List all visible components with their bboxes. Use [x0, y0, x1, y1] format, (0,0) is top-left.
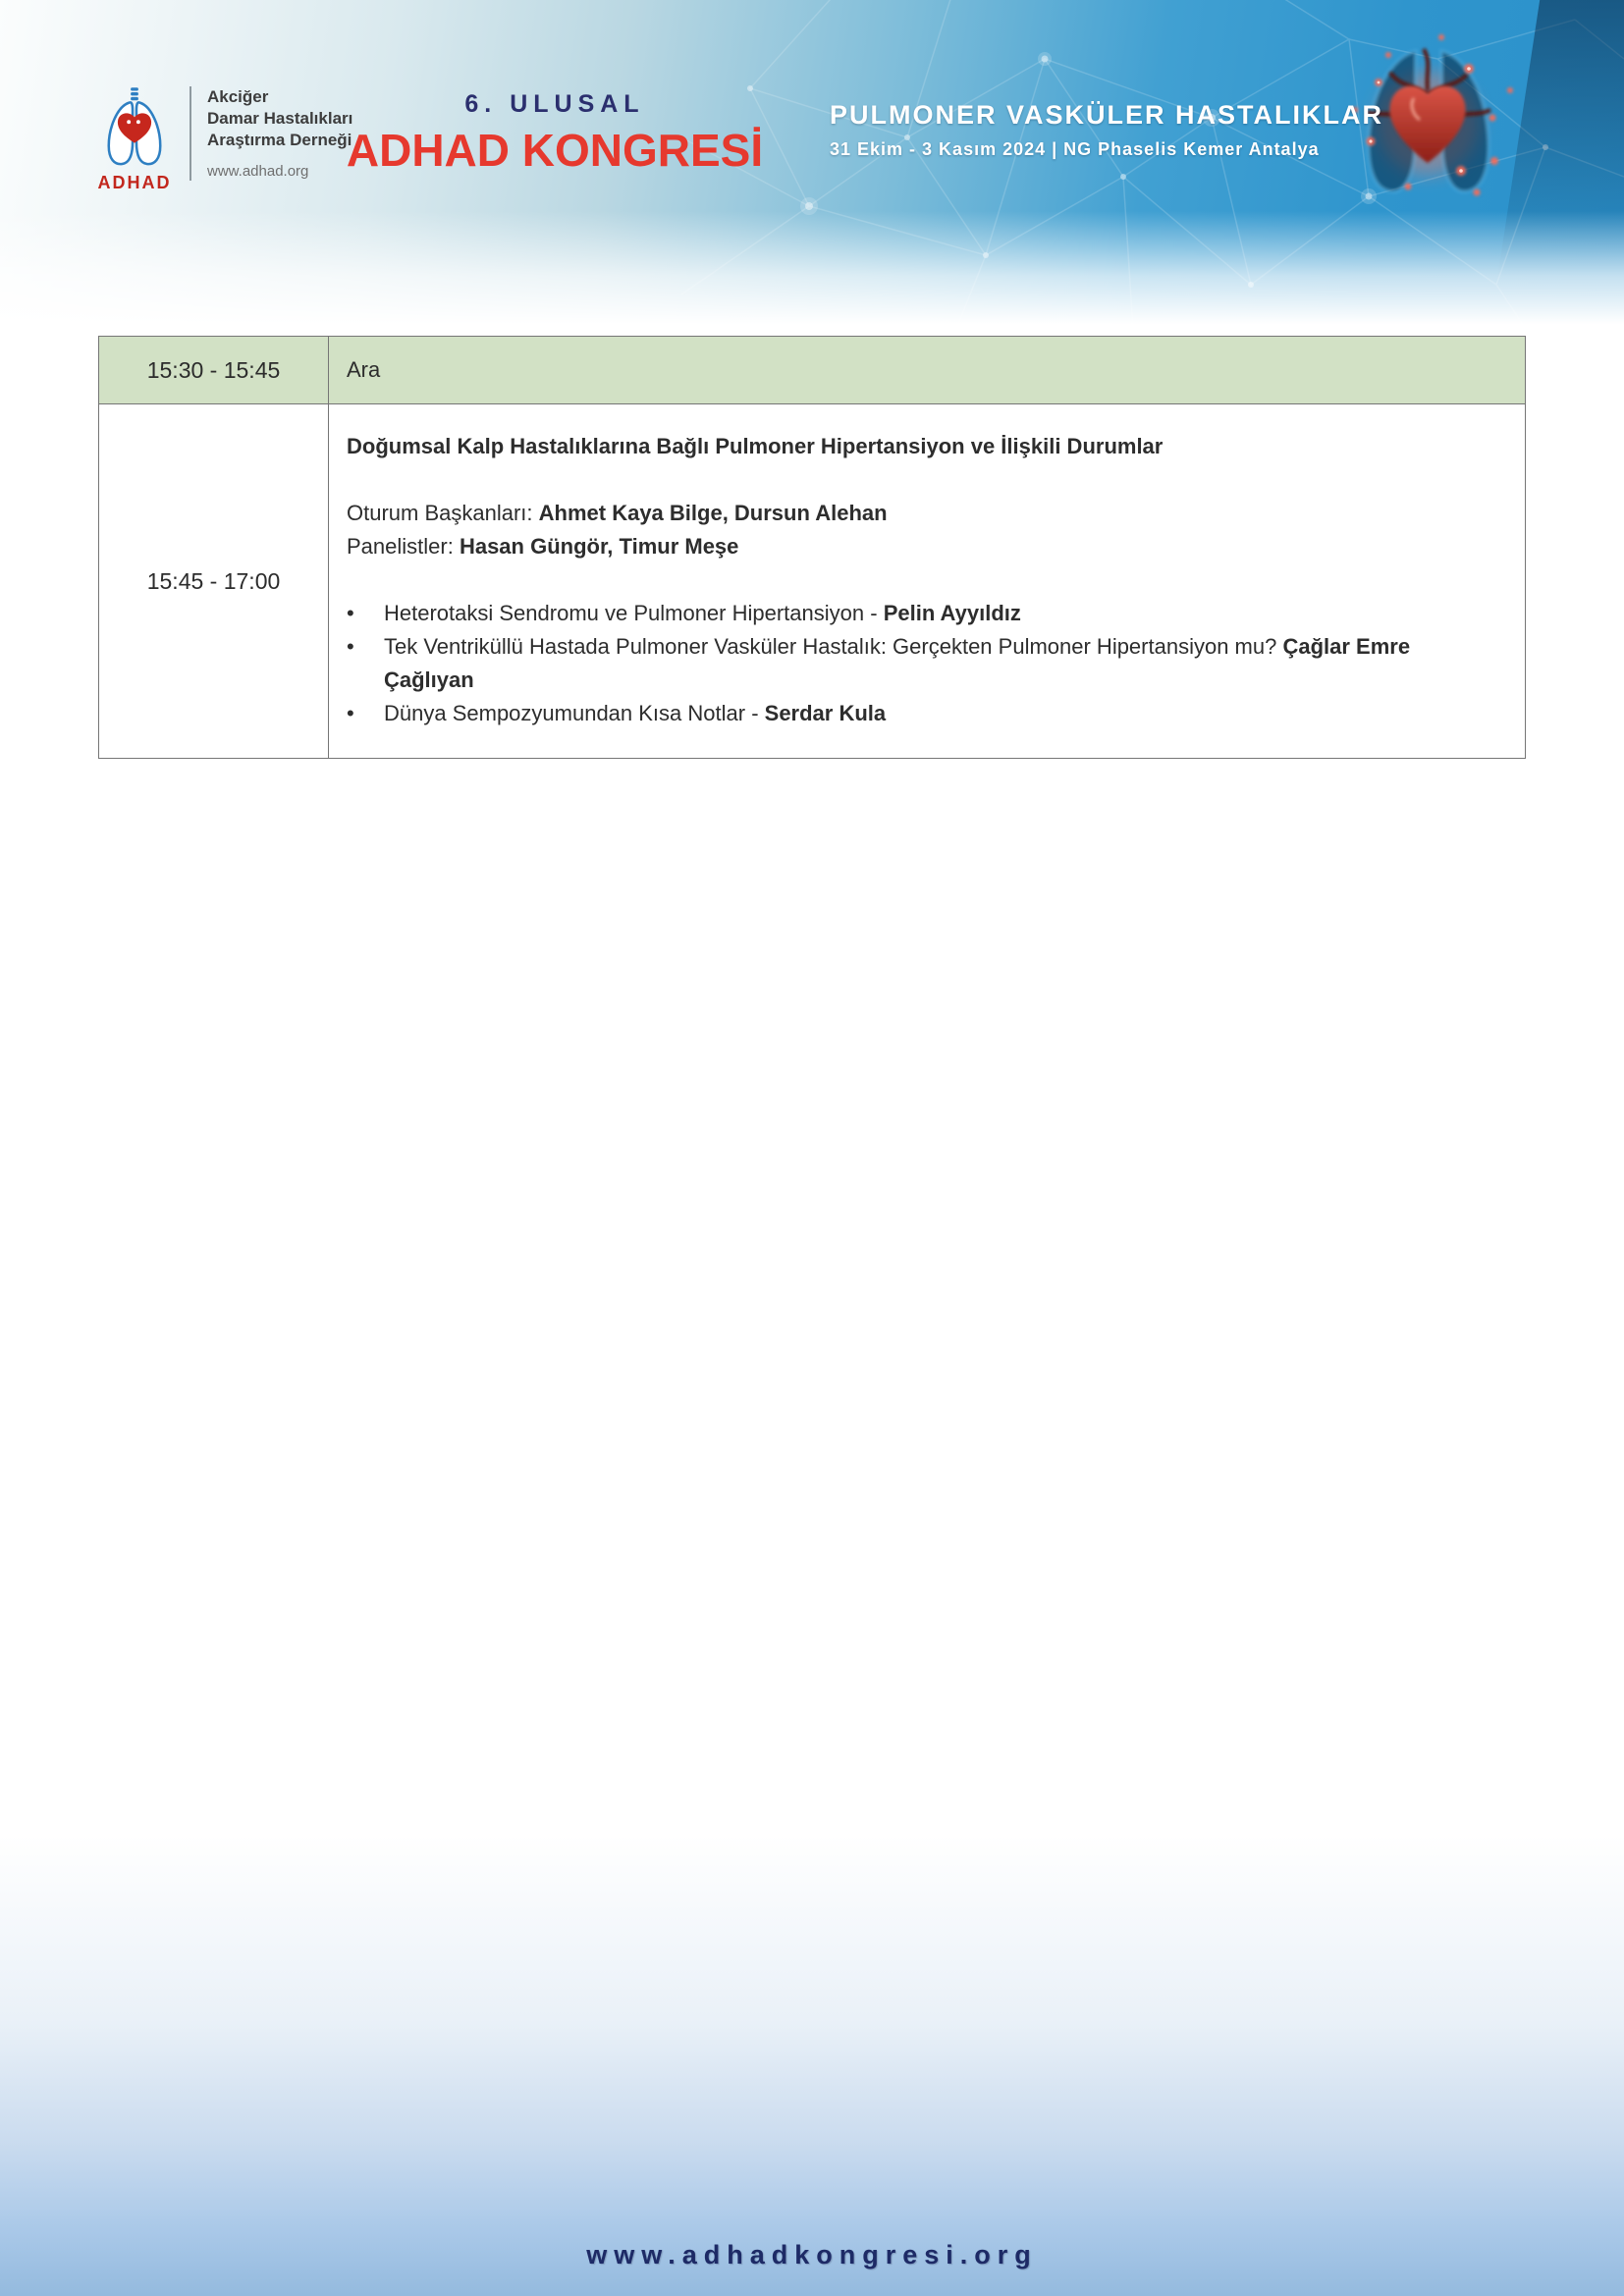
talk-item: [347, 697, 1505, 730]
talk-body: [384, 697, 886, 730]
talk-body: [384, 597, 1021, 630]
talk-item: [347, 597, 1505, 630]
logo-divider: [189, 86, 191, 181]
session-time: 15:45 - 17:00: [99, 404, 329, 759]
session-title: Doğumsal Kalp Hastalıklarına Bağlı Pulmoner Hipertansiyon ve İlişkili Durumlar: [347, 434, 1164, 458]
congress-title-block: [309, 90, 800, 177]
bullet-icon: •: [347, 601, 354, 625]
chairs-names: Ahmet Kaya Bilge, Dursun Alehan: [538, 501, 888, 525]
talk-item: [347, 630, 1505, 697]
theme-date-venue: 31 Ekim - 3 Kasım 2024 | NG Phaselis Kemer Antalya: [830, 139, 1320, 159]
chairs-label: Oturum Başkanları:: [347, 501, 539, 525]
schedule-table: [98, 336, 1526, 759]
adhad-logo: [93, 86, 176, 193]
org-name-line1: Akciğer: [207, 87, 269, 106]
talk-title: Heterotaksi Sendromu ve Pulmoner Hipertansiyon -: [384, 601, 884, 625]
panelists-names: Hasan Güngör, Timur Meşe: [459, 534, 739, 559]
header-bottom-fade: [0, 211, 1624, 329]
schedule-row-session: [99, 404, 1526, 759]
theme-title: PULMONER VASKÜLER HASTALIKLAR: [830, 100, 1383, 130]
talk-speaker: Serdar Kula: [764, 701, 887, 725]
congress-theme-block: [830, 100, 1383, 160]
talk-speaker: Çağlar Emre Çağlıyan: [384, 634, 1411, 692]
break-time: 15:30 - 15:45: [99, 337, 329, 404]
congress-website: www.adhadkongresi.org: [586, 2240, 1038, 2269]
talk-title: Dünya Sempozyumundan Kısa Notlar -: [384, 701, 765, 725]
logo-acronym: ADHAD: [97, 173, 172, 192]
session-panelists-line: [347, 530, 1505, 563]
session-chairs-line: [347, 497, 1505, 530]
break-label: Ara: [329, 337, 1526, 404]
session-content: [329, 404, 1526, 759]
panelists-label: Panelistler:: [347, 534, 460, 559]
talk-title: Tek Ventriküllü Hastada Pulmoner Vasküler Hastalık: Gerçekten Pulmoner Hipertansiyon mu?: [384, 634, 1283, 659]
page-header: [0, 0, 1624, 329]
talk-list: [347, 597, 1505, 730]
talk-body: [384, 630, 1505, 697]
org-website: www.adhad.org: [207, 163, 309, 180]
congress-edition: 6. ULUSAL: [464, 90, 645, 118]
org-name-line3: Araştırma Derneği: [207, 131, 352, 149]
schedule-row-break: [99, 337, 1526, 404]
talk-speaker: Pelin Ayyıldız: [883, 601, 1021, 625]
bullet-icon: •: [347, 634, 354, 659]
congress-name: ADHAD KONGRESİ: [346, 125, 764, 176]
lungs-logo-icon: [100, 86, 169, 171]
page-footer: [0, 1835, 1624, 2296]
org-name-line2: Damar Hastalıkları: [207, 109, 353, 128]
bullet-icon: •: [347, 701, 354, 725]
